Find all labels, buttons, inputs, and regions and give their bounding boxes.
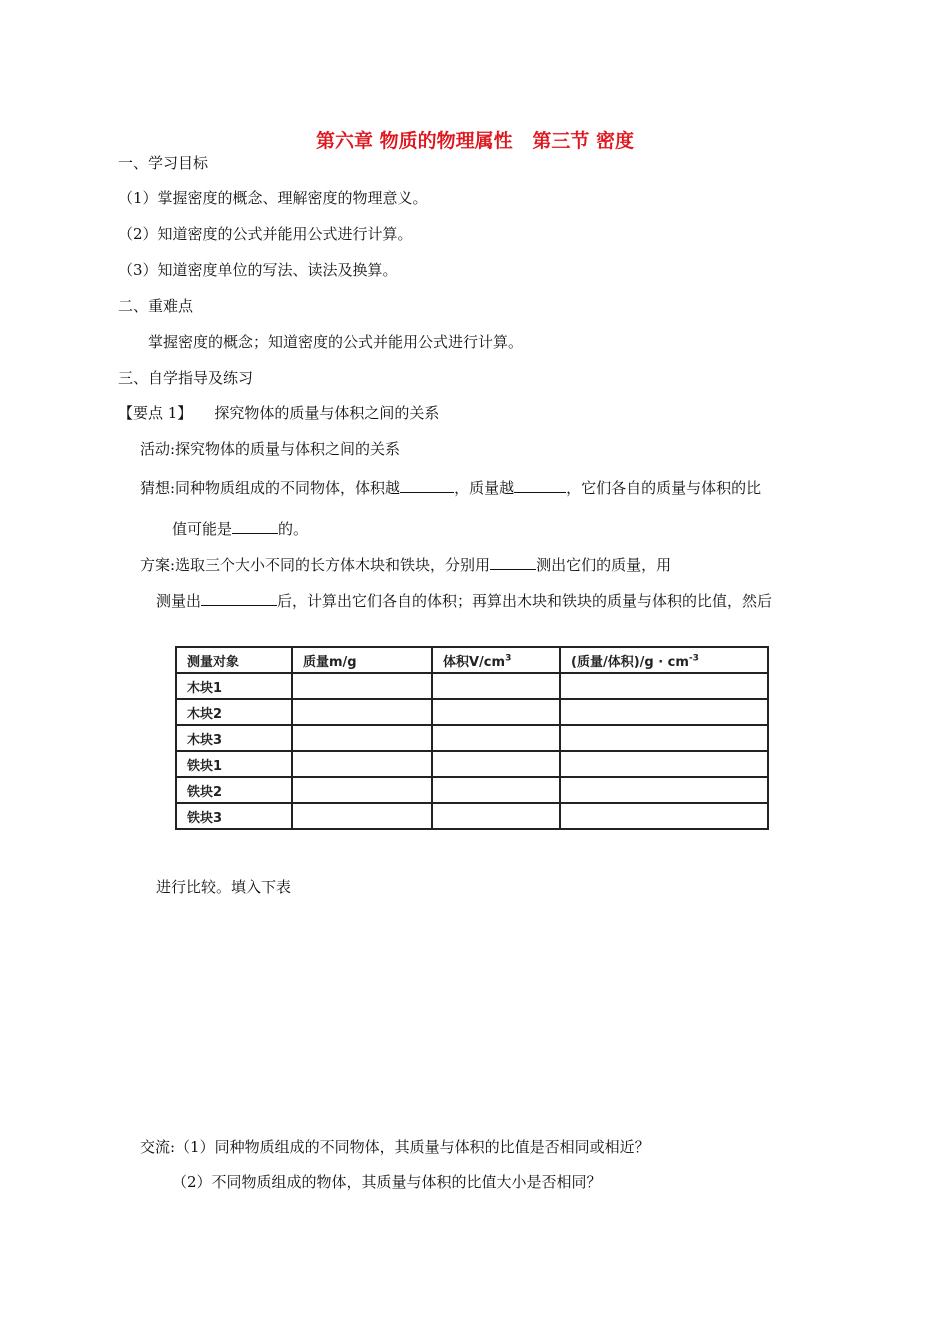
page-title: 第六章 物质的物理属性 第三节 密度 [315, 130, 635, 152]
guess-text-a: 猜想:同种物质组成的不同物体，体积越 [140, 479, 401, 497]
key-points-text: 掌握密度的概念；知道密度的公式并能用公式进行计算。 [148, 333, 524, 351]
input-cell[interactable] [432, 673, 560, 699]
guess-line [140, 476, 761, 498]
input-cell[interactable] [292, 803, 432, 829]
guess-text-e: 的。 [278, 520, 309, 538]
input-cell[interactable] [432, 725, 560, 751]
blank-length-measure[interactable] [201, 589, 277, 606]
table-header-cell [560, 647, 768, 673]
plan-text-d: 后，计算出它们各自的体积；再算出木块和铁块的质量与体积的比值，然后 [277, 592, 773, 610]
blank-ratio[interactable] [232, 517, 278, 534]
goal-item-3: （3）知道密度单位的写法、读法及换算。 [118, 261, 398, 279]
input-cell[interactable] [292, 777, 432, 803]
point-1-label: 【要点 1】 [118, 404, 193, 422]
section-heading-self-study: 三、自学指导及练习 [118, 369, 254, 387]
input-cell[interactable] [560, 751, 768, 777]
discussion-q2: （2）不同物质组成的物体，其质量与体积的比值大小是否相同？ [172, 1173, 602, 1191]
guess-text-c: ，它们各自的质量与体积的比 [566, 479, 762, 497]
table-header-cell: 质量m/g [292, 647, 432, 673]
plan-line [140, 553, 671, 575]
header-ratio-sup: -3 [688, 653, 699, 664]
input-cell[interactable] [292, 725, 432, 751]
plan-line-2 [156, 589, 772, 611]
table-row [176, 699, 768, 725]
row-label: 木块1 [176, 673, 292, 699]
input-cell[interactable] [432, 751, 560, 777]
plan-text-a: 方案:选取三个大小不同的长方体木块和铁块，分别用 [140, 556, 491, 574]
table-row [176, 777, 768, 803]
activity-text: 活动:探究物体的质量与体积之间的关系 [140, 440, 401, 458]
input-cell[interactable] [292, 751, 432, 777]
blank-mass[interactable] [514, 476, 566, 493]
table-row [176, 673, 768, 699]
row-label: 木块3 [176, 725, 292, 751]
guess-text-d: 值可能是 [172, 520, 233, 538]
table-row [176, 751, 768, 777]
header-volume-sup: 3 [505, 653, 512, 664]
point-1-text: 探究物体的质量与体积之间的关系 [214, 404, 440, 422]
row-label: 铁块2 [176, 777, 292, 803]
table-header-cell: 测量对象 [176, 647, 292, 673]
goal-item-1: （1）掌握密度的概念、理解密度的物理意义。 [118, 189, 428, 207]
input-cell[interactable] [560, 673, 768, 699]
discussion-q1: 交流:（1）同种物质组成的不同物体，其质量与体积的比值是否相同或相近？ [140, 1138, 650, 1156]
input-cell[interactable] [292, 673, 432, 699]
guess-text-b: ，质量越 [454, 479, 515, 497]
input-cell[interactable] [560, 699, 768, 725]
table-header-row [176, 647, 768, 673]
goal-item-2: （2）知道密度的公式并能用公式进行计算。 [118, 225, 413, 243]
section-heading-key-points: 二、重难点 [118, 297, 194, 315]
section-heading-goals: 一、学习目标 [118, 154, 209, 172]
input-cell[interactable] [292, 699, 432, 725]
blank-mass-tool[interactable] [490, 553, 536, 570]
input-cell[interactable] [432, 803, 560, 829]
row-label: 铁块3 [176, 803, 292, 829]
data-table [175, 646, 769, 830]
input-cell[interactable] [560, 725, 768, 751]
row-label: 铁块1 [176, 751, 292, 777]
table-header-cell [432, 647, 560, 673]
header-volume-text: 体积V/cm [443, 654, 506, 670]
plan-text-c: 测量出 [156, 592, 202, 610]
plan-text-compare: 进行比较。填入下表 [156, 878, 292, 896]
input-cell[interactable] [432, 777, 560, 803]
blank-volume[interactable] [400, 476, 454, 493]
plan-text-b: 测出它们的质量，用 [536, 556, 672, 574]
row-label: 木块2 [176, 699, 292, 725]
table-row [176, 725, 768, 751]
point-1-line [118, 403, 439, 423]
guess-line-2 [172, 517, 308, 539]
header-ratio-text: (质量/体积)/g · cm [571, 654, 689, 670]
table-row [176, 803, 768, 829]
input-cell[interactable] [560, 803, 768, 829]
input-cell[interactable] [432, 699, 560, 725]
input-cell[interactable] [560, 777, 768, 803]
